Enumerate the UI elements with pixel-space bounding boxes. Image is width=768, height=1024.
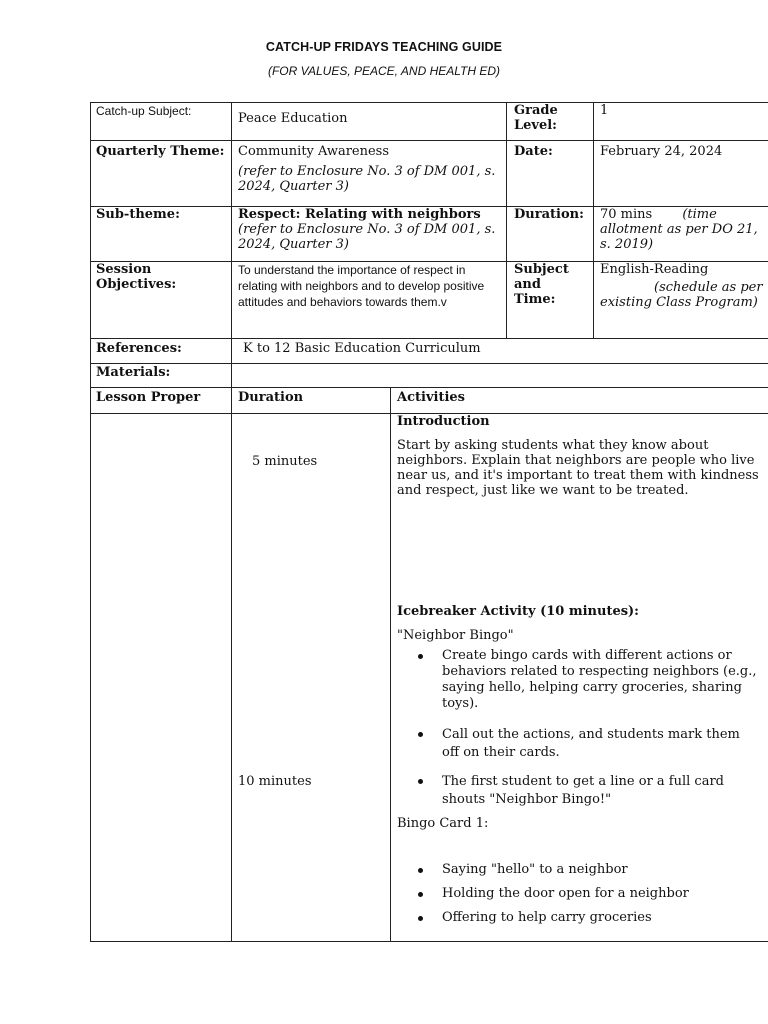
table-rule [90,941,768,942]
table-rule [506,102,507,339]
duration-note: (time allotment as per DO 21, s. 2019) [600,207,758,252]
lesson-proper-header: Lesson Proper [96,390,201,405]
duration-label: Duration: [514,207,584,222]
table-rule [390,387,391,942]
subject-time-cell [600,262,765,310]
subtheme-label: Sub-theme: [96,207,180,222]
list-item: Saying "hello" to a neighbor [416,862,760,877]
icebreaker-heading: Icebreaker Activity (10 minutes): [397,604,639,619]
list-item: Create bingo cards with different actions or behaviors related to respecting neighbors (e.g., saying hello, helping carry groceries, sharing toys). [416,648,760,712]
subtheme-reference: (refer to Enclosure No. 3 of DM 001, s. 2024, Quarter 3) [238,222,496,252]
duration-value: 70 mins [600,207,653,222]
materials-label: Materials: [96,365,171,380]
list-item: Offering to help carry groceries [416,910,760,925]
references-value: K to 12 Basic Education Curriculum [243,341,481,356]
catchup-subject-label: Catch-up Subject: [96,104,192,118]
table-rule [231,102,232,942]
icebreaker-name: "Neighbor Bingo" [397,628,514,643]
quarterly-theme-reference: (refer to Enclosure No. 3 of DM 001, s. 2024, Quarter 3) [238,164,496,194]
intro-heading: Introduction [397,414,490,429]
catchup-subject-value: Peace Education [238,111,348,126]
duration-cell [600,207,765,252]
duration-header: Duration [238,390,304,405]
table-rule [90,338,768,339]
icebreaker-steps-list [416,648,760,809]
activities-header: Activities [397,390,465,405]
session-objectives-label: Session Objectives: [96,262,177,292]
subtheme-value: Respect: Relating with neighbors [238,207,481,222]
subject-time-value: English-Reading [600,262,709,277]
bingo-items-list [416,862,760,925]
table-rule [90,102,91,942]
icebreaker-duration: 10 minutes [238,774,312,789]
document-subtitle: (FOR VALUES, PEACE, AND HEALTH ED) [267,64,501,78]
grade-level-value: 1 [600,103,609,118]
session-objectives-value: To understand the importance of respect in relating with neighbors and to develop positive attitudes and behaviors towards them.v [238,263,485,309]
quarterly-theme-cell [238,144,500,194]
quarterly-theme-value: Community Awareness [238,144,390,159]
table-rule [90,140,768,141]
quarterly-theme-label: Quarterly Theme: [96,144,225,159]
intro-text: Start by asking students what they know about neighbors. Explain that neighbors are people who live near us, and it's important to treat them with kindness and respect, just like we want to be treated. [397,438,759,498]
list-item: Holding the door open for a neighbor [416,886,760,901]
grade-level-label: Grade Level: [514,103,558,133]
subject-time-note: (schedule as per existing Class Program) [600,280,763,310]
subject-time-label: Subject and Time: [514,262,569,307]
date-label: Date: [514,144,553,159]
table-rule [90,387,768,388]
document-title: CATCH-UP FRIDAYS TEACHING GUIDE [265,40,503,54]
table-rule [90,363,768,364]
bingo-card-label: Bingo Card 1: [397,816,489,831]
list-item: The first student to get a line or a full card shouts "Neighbor Bingo!" [416,773,760,809]
table-rule [593,102,594,339]
teaching-guide-table [90,102,768,942]
date-value: February 24, 2024 [600,144,723,159]
intro-duration: 5 minutes [252,454,318,469]
references-label: References: [96,341,182,356]
subtheme-cell [238,207,500,252]
list-item: Call out the actions, and students mark them off on their cards. [416,726,760,762]
